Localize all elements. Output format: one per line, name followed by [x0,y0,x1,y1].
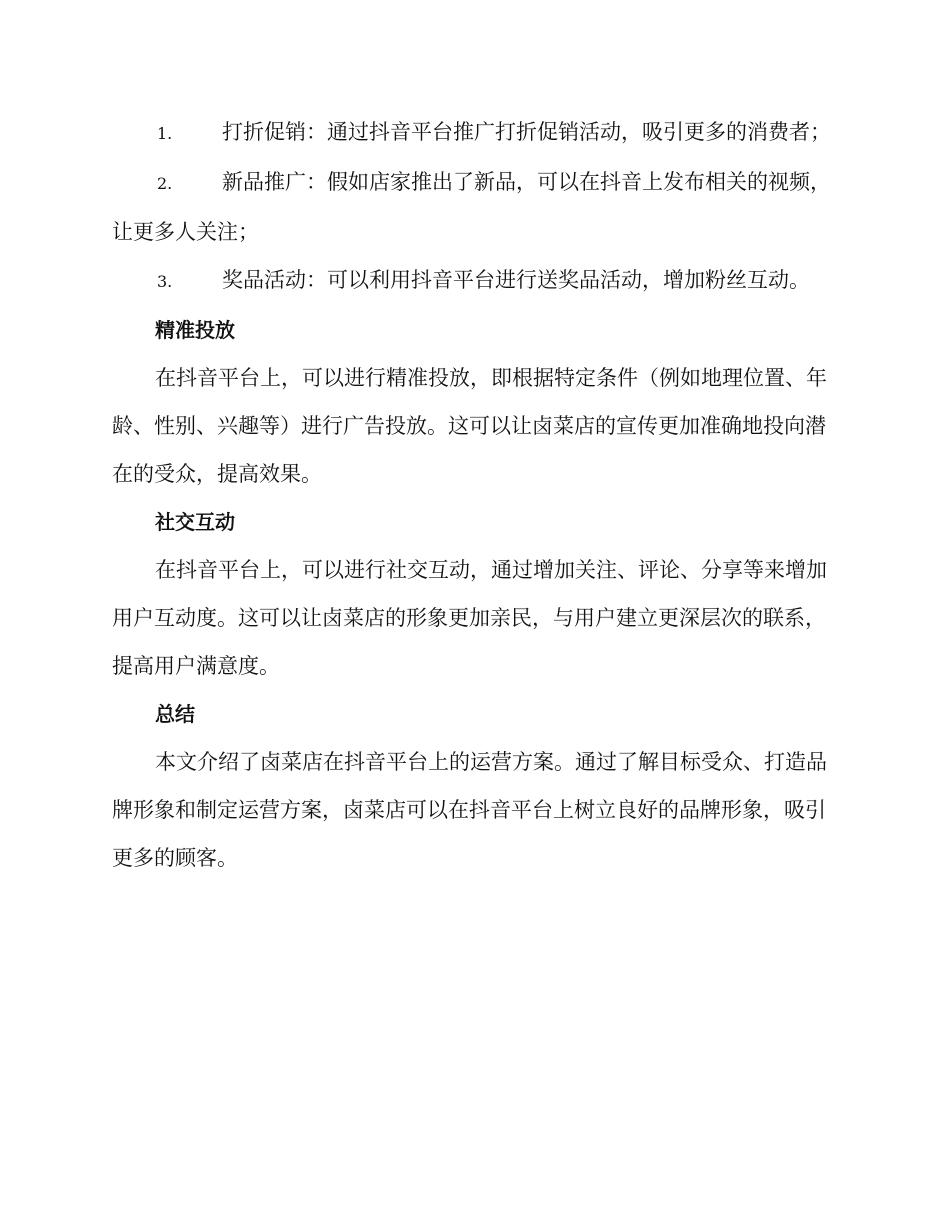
list-item-3 [112,256,832,306]
section-body-social: 在抖音平台上，可以进行社交互动，通过增加关注、评论、分享等来增加用户互动度。这可以让卤菜店的形象更加亲民，与用户建立更深层次的联系，提高用户满意度。 [112,558,827,678]
list-item-1 [112,108,832,158]
section-heading-summary: 总结 [155,702,195,726]
section-body-summary: 本文介绍了卤菜店在抖音平台上的运营方案。通过了解目标受众、打造品牌形象和制定运营方案，卤菜店可以在抖音平台上树立良好的品牌形象，吸引更多的顾客。 [112,750,827,870]
section-heading-social: 社交互动 [155,510,235,534]
list-number: 3. [157,272,173,291]
list-item-2 [112,158,832,256]
list-text: 新品推广：假如店家推出了新品，可以在抖音上发布相关的视频，让更多人关注； [112,170,831,244]
list-number: 1. [157,124,173,143]
list-text: 奖品活动：可以利用抖音平台进行送奖品活动，增加粉丝互动。 [222,268,810,292]
section-heading-targeting: 精准投放 [155,318,235,342]
list-text: 打折促销：通过抖音平台推广打折促销活动，吸引更多的消费者； [222,120,831,144]
list-number: 2. [157,174,173,193]
section-body-targeting: 在抖音平台上，可以进行精准投放，即根据特定条件（例如地理位置、年龄、性别、兴趣等）进行广告投放。这可以让卤菜店的宣传更加准确地投向潜在的受众，提高效果。 [112,366,827,486]
document-content [112,108,832,882]
